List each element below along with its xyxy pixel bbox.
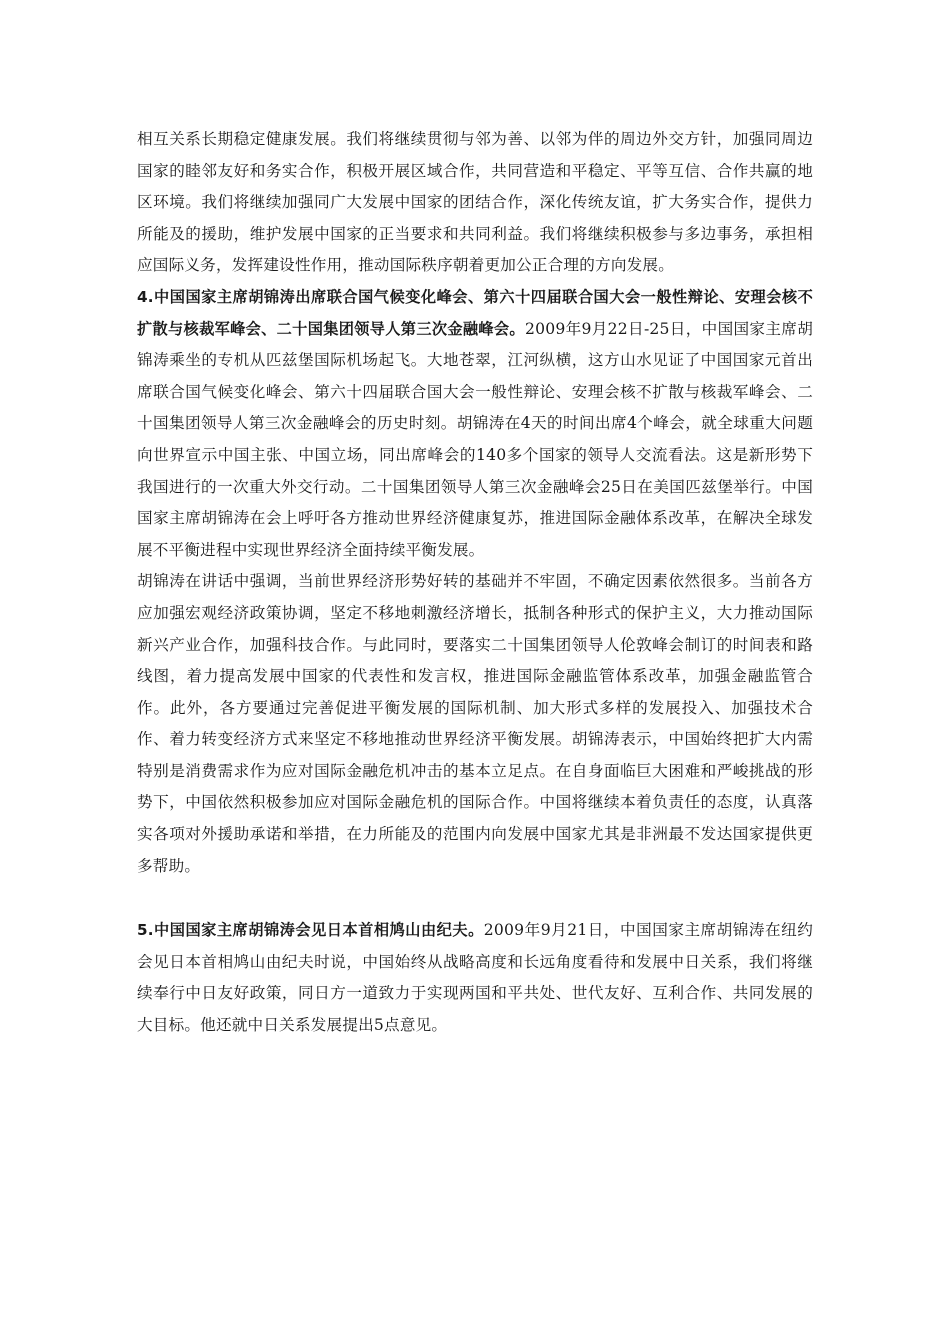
paragraph-spacer [137, 882, 813, 915]
item-5-heading: 5.中国国家主席胡锦涛会见日本首相鸠山由纪夫。 [137, 921, 484, 940]
paragraph-text: 2009年9月22日-25日，中国国家主席胡锦涛乘坐的专机从匹兹堡国际机场起飞。大地苍翠，江河纵横，这方山水见证了中国国家元首出席联合国气候变化峰会、第六十四届联合国大会一般性辩论、安理会核不扩散与核裁军峰会、二十国集团领导人第三次金融峰会的历史时刻。胡锦涛在4天的时间出席4个峰会，就全球重大问题向世界宣示中国主张、中国立场，同出席峰会的140多个国家的领导人交流看法。这是新形势下我国进行的一次重大外交行动。二十国集团领导人第三次金融峰会25日在美国匹兹堡举行。中国国家主席胡锦涛在会上呼吁各方推动世界经济健康复苏，推进国际金融体系改革，在解决全球发展不平衡进程中实现世界经济全面持续平衡发展。 [137, 319, 813, 559]
paragraph-item-4 [137, 282, 813, 566]
document-body [137, 124, 813, 1042]
item-4-heading: 4.中国国家主席胡锦涛出席联合国气候变化峰会、第六十四届联合国大会一般性辩论、安理会核不扩散与核裁军峰会、二十国集团领导人第三次金融峰会。 [137, 287, 813, 338]
paragraph-speech [137, 566, 813, 882]
paragraph-text: 相互关系长期稳定健康发展。我们将继续贯彻与邻为善、以邻为伴的周边外交方针，加强同周边国家的睦邻友好和务实合作，积极开展区域合作，共同营造和平稳定、平等互信、合作共赢的地区环境。我们将继续加强同广大发展中国家的团结合作，深化传统友谊，扩大务实合作，提供力所能及的援助，维护发展中国家的正当要求和共同利益。我们将继续积极参与多边事务，承担相应国际义务，发挥建设性作用，推动国际秩序朝着更加公正合理的方向发展。 [137, 130, 813, 275]
paragraph-text: 胡锦涛在讲话中强调，当前世界经济形势好转的基础并不牢固，不确定因素依然很多。当前各方应加强宏观经济政策协调，坚定不移地刺激经济增长，抵制各种形式的保护主义，大力推动国际新兴产业合作，加强科技合作。与此同时，要落实二十国集团领导人伦敦峰会制订的时间表和路线图，着力提高发展中国家的代表性和发言权，推进国际金融监管体系改革，加强金融监管合作。此外，各方要通过完善促进平衡发展的国际机制、加大形式多样的发展投入、加强技术合作、着力转变经济方式来坚定不移地推动世界经济平衡发展。胡锦涛表示，中国始终把扩大内需特别是消费需求作为应对国际金融危机冲击的基本立足点。在自身面临巨大困难和严峻挑战的形势下，中国依然积极参加应对国际金融危机的国际合作。中国将继续本着负责任的态度，认真落实各项对外援助承诺和举措，在力所能及的范围内向发展中国家尤其是非洲最不发达国家提供更多帮助。 [137, 572, 813, 875]
paragraph-foreign-policy [137, 124, 813, 282]
paragraph-text: 2009年9月21日，中国国家主席胡锦涛在纽约会见日本首相鸠山由纪夫时说，中国始终从战略高度和长远角度看待和发展中日关系，我们将继续奉行中日友好政策，同日方一道致力于实现两国和平共处、世代友好、互利合作、共同发展的大目标。他还就中日关系发展提出5点意见。 [137, 921, 813, 1035]
paragraph-item-5 [137, 915, 813, 1041]
